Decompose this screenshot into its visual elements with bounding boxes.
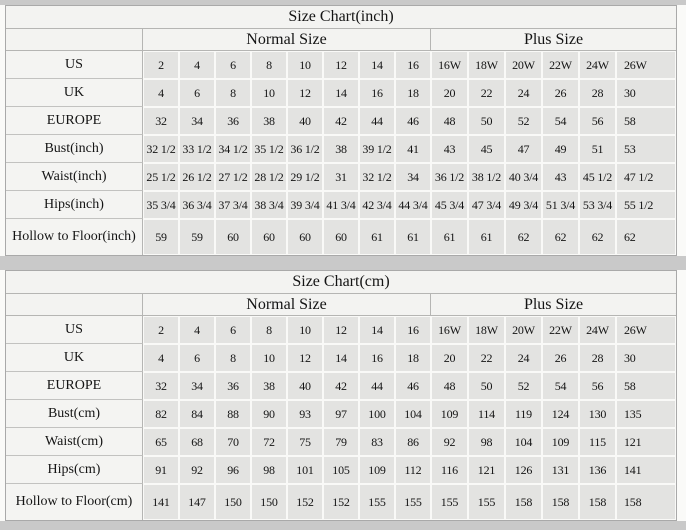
row-label: Waist(inch): [6, 163, 143, 191]
data-cell: 112: [396, 457, 430, 483]
data-cell: 121: [617, 429, 675, 455]
data-cell: 12: [324, 317, 358, 343]
table-row: [6, 51, 676, 79]
data-cell: 6: [216, 317, 250, 343]
data-cell: 24W: [580, 317, 615, 343]
data-cell: 20W: [506, 317, 541, 343]
data-cell: 47 3/4: [469, 192, 504, 218]
data-cell: 26: [543, 80, 578, 106]
data-cell: 18W: [469, 317, 504, 343]
data-cell: 25 1/2: [144, 164, 178, 190]
data-cell: 51: [580, 136, 615, 162]
data-cell: 56: [580, 108, 615, 134]
data-cell: 136: [580, 457, 615, 483]
data-cell: 62: [543, 220, 578, 254]
data-cell: 4: [180, 52, 214, 78]
data-cell: 115: [580, 429, 615, 455]
data-cell: 26: [543, 345, 578, 371]
data-cell: 56: [580, 373, 615, 399]
data-cell: 42: [324, 373, 358, 399]
data-cell: 22W: [543, 317, 578, 343]
data-cell: 8: [216, 80, 250, 106]
data-cell: 18W: [469, 52, 504, 78]
data-cell: 32: [144, 373, 178, 399]
data-cell: 18: [396, 345, 430, 371]
data-cell: 98: [469, 429, 504, 455]
data-cell: 38: [252, 373, 286, 399]
data-cell: 10: [288, 317, 322, 343]
data-cell: 34 1/2: [216, 136, 250, 162]
group-header-row: [6, 29, 676, 51]
data-cell: 121: [469, 457, 504, 483]
data-cell: 62: [617, 220, 675, 254]
chart-title-cm: Size Chart(cm): [6, 271, 676, 294]
normal-size-header: Normal Size: [143, 29, 431, 50]
data-cell: 27 1/2: [216, 164, 250, 190]
data-cell: 58: [617, 108, 675, 134]
data-cell: 100: [360, 401, 394, 427]
data-cell: 150: [252, 485, 286, 519]
data-cell: 75: [288, 429, 322, 455]
data-cell: 97: [324, 401, 358, 427]
data-cell: 88: [216, 401, 250, 427]
table-row: [6, 456, 676, 484]
data-cell: 24: [506, 345, 541, 371]
data-cell: 152: [324, 485, 358, 519]
row-label: US: [6, 51, 143, 79]
data-cell: 12: [288, 80, 322, 106]
data-cell: 2: [144, 52, 178, 78]
row-label: Hollow to Floor(cm): [6, 484, 143, 520]
data-cell: 47 1/2: [617, 164, 675, 190]
table-row: [6, 191, 676, 219]
data-cell: 126: [506, 457, 541, 483]
data-cell: 10: [288, 52, 322, 78]
data-cell: 53 3/4: [580, 192, 615, 218]
data-cell: 16W: [432, 52, 467, 78]
data-cell: 36 3/4: [180, 192, 214, 218]
data-cell: 39 3/4: [288, 192, 322, 218]
data-cell: 155: [469, 485, 504, 519]
data-cell: 105: [324, 457, 358, 483]
data-cell: 61: [360, 220, 394, 254]
data-cell: 52: [506, 373, 541, 399]
data-cell: 86: [396, 429, 430, 455]
group-header-spacer: [6, 29, 143, 50]
data-cell: 40 3/4: [506, 164, 541, 190]
data-cell: 22: [469, 80, 504, 106]
data-cell: 61: [469, 220, 504, 254]
data-cell: 10: [252, 80, 286, 106]
data-cell: 92: [180, 457, 214, 483]
data-cell: 59: [144, 220, 178, 254]
data-cell: 152: [288, 485, 322, 519]
data-cell: 114: [469, 401, 504, 427]
data-cell: 32 1/2: [360, 164, 394, 190]
row-label: UK: [6, 79, 143, 107]
table-row: [6, 372, 676, 400]
data-cell: 12: [288, 345, 322, 371]
data-cell: 31: [324, 164, 358, 190]
data-cell: 62: [580, 220, 615, 254]
normal-size-header: Normal Size: [143, 294, 431, 315]
plus-size-header: Plus Size: [523, 296, 584, 313]
data-cell: 30: [617, 80, 675, 106]
data-cell: 52: [506, 108, 541, 134]
data-cell: 155: [396, 485, 430, 519]
data-cell: 44: [360, 373, 394, 399]
data-cell: 4: [180, 317, 214, 343]
data-cell: 37 3/4: [216, 192, 250, 218]
data-cell: 91: [144, 457, 178, 483]
data-cell: 47: [506, 136, 541, 162]
data-cell: 53: [617, 136, 675, 162]
data-cell: 48: [432, 108, 467, 134]
data-cell: 50: [469, 373, 504, 399]
data-cell: 109: [432, 401, 467, 427]
data-cell: 14: [324, 80, 358, 106]
data-cell: 6: [216, 52, 250, 78]
data-cell: 42: [324, 108, 358, 134]
data-cell: 50: [469, 108, 504, 134]
data-cell: 82: [144, 401, 178, 427]
data-cell: 10: [252, 345, 286, 371]
data-cell: 62: [506, 220, 541, 254]
data-cell: 4: [144, 80, 178, 106]
data-cell: 70: [216, 429, 250, 455]
table-body: [6, 316, 676, 520]
data-cell: 141: [617, 457, 675, 483]
table-row: [6, 135, 676, 163]
data-cell: 26W: [617, 317, 675, 343]
data-cell: 36: [216, 373, 250, 399]
data-cell: 41 3/4: [324, 192, 358, 218]
row-label: Hips(cm): [6, 456, 143, 484]
data-cell: 24W: [580, 52, 615, 78]
data-cell: 44: [360, 108, 394, 134]
size-chart-cm-table: [5, 270, 677, 521]
data-cell: 12: [324, 52, 358, 78]
data-cell: 101: [288, 457, 322, 483]
data-cell: 84: [180, 401, 214, 427]
data-cell: 30: [617, 345, 675, 371]
data-cell: 14: [360, 52, 394, 78]
data-cell: 135: [617, 401, 675, 427]
data-cell: 16: [360, 345, 394, 371]
data-cell: 54: [543, 373, 578, 399]
data-cell: 42 3/4: [360, 192, 394, 218]
table-row: [6, 400, 676, 428]
data-cell: 28: [580, 80, 615, 106]
data-cell: 158: [543, 485, 578, 519]
data-cell: 55 1/2: [617, 192, 675, 218]
data-cell: 116: [432, 457, 467, 483]
data-cell: 83: [360, 429, 394, 455]
data-cell: 32: [144, 108, 178, 134]
data-cell: 98: [252, 457, 286, 483]
data-cell: 38 3/4: [252, 192, 286, 218]
row-label: UK: [6, 344, 143, 372]
data-cell: 46: [396, 108, 430, 134]
data-cell: 43: [432, 136, 467, 162]
table-row: [6, 107, 676, 135]
data-cell: 92: [432, 429, 467, 455]
data-cell: 54: [543, 108, 578, 134]
data-cell: 60: [252, 220, 286, 254]
data-cell: 6: [180, 80, 214, 106]
data-cell: 49: [543, 136, 578, 162]
data-cell: 61: [396, 220, 430, 254]
data-cell: 49 3/4: [506, 192, 541, 218]
data-cell: 26 1/2: [180, 164, 214, 190]
data-cell: 16: [360, 80, 394, 106]
data-cell: 14: [324, 345, 358, 371]
data-cell: 158: [580, 485, 615, 519]
bottom-divider-strip: [0, 521, 686, 530]
group-header-row: [6, 294, 676, 316]
row-label: EUROPE: [6, 372, 143, 400]
data-cell: 38: [324, 136, 358, 162]
data-cell: 28 1/2: [252, 164, 286, 190]
data-cell: 22W: [543, 52, 578, 78]
data-cell: 43: [543, 164, 578, 190]
data-cell: 96: [216, 457, 250, 483]
data-cell: 20W: [506, 52, 541, 78]
data-cell: 34: [396, 164, 430, 190]
row-label: Hollow to Floor(inch): [6, 219, 143, 255]
data-cell: 60: [324, 220, 358, 254]
data-cell: 34: [180, 108, 214, 134]
table-body: [6, 51, 676, 255]
data-cell: 16: [396, 317, 430, 343]
chart-title-inch: Size Chart(inch): [6, 6, 676, 29]
data-cell: 60: [288, 220, 322, 254]
data-cell: 90: [252, 401, 286, 427]
data-cell: 36 1/2: [432, 164, 467, 190]
data-cell: 45 1/2: [580, 164, 615, 190]
data-cell: 26W: [617, 52, 675, 78]
table-row: [6, 79, 676, 107]
data-cell: 6: [180, 345, 214, 371]
data-cell: 16W: [432, 317, 467, 343]
data-cell: 16: [396, 52, 430, 78]
data-cell: 36 1/2: [288, 136, 322, 162]
data-cell: 124: [543, 401, 578, 427]
middle-divider-strip: [0, 256, 686, 270]
data-cell: 155: [432, 485, 467, 519]
data-cell: 46: [396, 373, 430, 399]
data-cell: 45: [469, 136, 504, 162]
data-cell: 141: [144, 485, 178, 519]
data-cell: 150: [216, 485, 250, 519]
data-cell: 28: [580, 345, 615, 371]
row-label: Hips(inch): [6, 191, 143, 219]
row-label: Bust(inch): [6, 135, 143, 163]
plus-size-header: Plus Size: [523, 31, 584, 48]
data-cell: 68: [180, 429, 214, 455]
row-label: US: [6, 316, 143, 344]
data-cell: 109: [360, 457, 394, 483]
data-cell: 58: [617, 373, 675, 399]
data-cell: 38: [252, 108, 286, 134]
data-cell: 60: [216, 220, 250, 254]
data-cell: 104: [506, 429, 541, 455]
data-cell: 109: [543, 429, 578, 455]
data-cell: 24: [506, 80, 541, 106]
row-label: Bust(cm): [6, 400, 143, 428]
data-cell: 14: [360, 317, 394, 343]
data-cell: 18: [396, 80, 430, 106]
data-cell: 34: [180, 373, 214, 399]
data-cell: 32 1/2: [144, 136, 178, 162]
table-row: [6, 316, 676, 344]
table-row: [6, 428, 676, 456]
data-cell: 131: [543, 457, 578, 483]
data-cell: 4: [144, 345, 178, 371]
data-cell: 158: [617, 485, 675, 519]
row-label: Waist(cm): [6, 428, 143, 456]
data-cell: 2: [144, 317, 178, 343]
data-cell: 44 3/4: [396, 192, 430, 218]
data-cell: 79: [324, 429, 358, 455]
data-cell: 48: [432, 373, 467, 399]
data-cell: 51 3/4: [543, 192, 578, 218]
data-cell: 36: [216, 108, 250, 134]
data-cell: 93: [288, 401, 322, 427]
data-cell: 65: [144, 429, 178, 455]
data-cell: 130: [580, 401, 615, 427]
data-cell: 33 1/2: [180, 136, 214, 162]
data-cell: 8: [252, 52, 286, 78]
data-cell: 22: [469, 345, 504, 371]
row-label: EUROPE: [6, 107, 143, 135]
table-row: [6, 344, 676, 372]
data-cell: 119: [506, 401, 541, 427]
data-cell: 59: [180, 220, 214, 254]
data-cell: 61: [432, 220, 467, 254]
data-cell: 8: [216, 345, 250, 371]
data-cell: 35 3/4: [144, 192, 178, 218]
data-cell: 40: [288, 373, 322, 399]
data-cell: 8: [252, 317, 286, 343]
data-cell: 155: [360, 485, 394, 519]
data-cell: 35 1/2: [252, 136, 286, 162]
table-row: [6, 484, 676, 520]
data-cell: 40: [288, 108, 322, 134]
table-row: [6, 163, 676, 191]
data-cell: 20: [432, 80, 467, 106]
table-row: [6, 219, 676, 255]
data-cell: 38 1/2: [469, 164, 504, 190]
data-cell: 41: [396, 136, 430, 162]
data-cell: 20: [432, 345, 467, 371]
data-cell: 45 3/4: [432, 192, 467, 218]
data-cell: 29 1/2: [288, 164, 322, 190]
data-cell: 104: [396, 401, 430, 427]
size-chart-inch-table: [5, 5, 677, 256]
data-cell: 72: [252, 429, 286, 455]
data-cell: 147: [180, 485, 214, 519]
data-cell: 39 1/2: [360, 136, 394, 162]
data-cell: 158: [506, 485, 541, 519]
group-header-spacer: [6, 294, 143, 315]
